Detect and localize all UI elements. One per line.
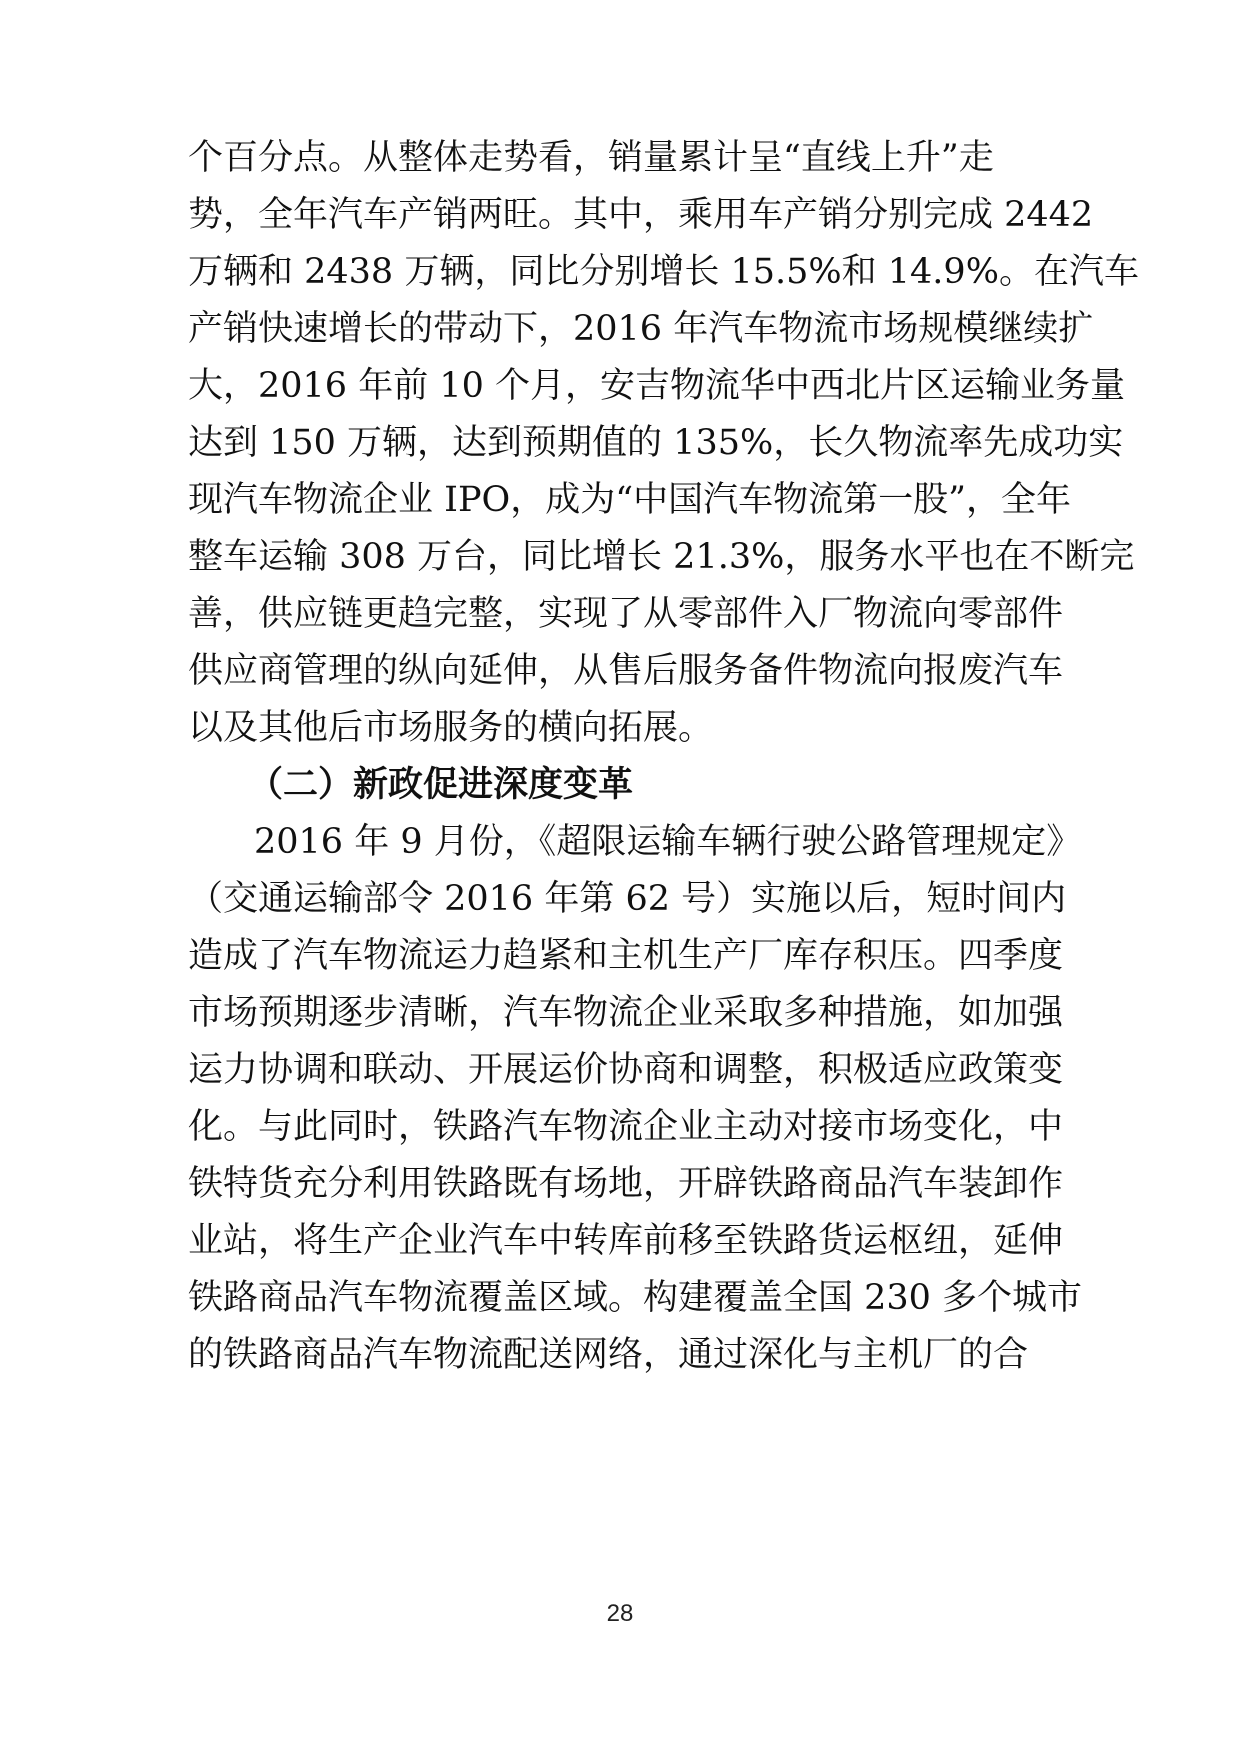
paragraph-1-line: 以及其他后市场服务的横向拓展。 (188, 708, 714, 748)
paragraph-2-line: 运力协调和联动、开展运价协商和调整，积极适应政策变 (188, 1050, 1064, 1090)
paragraph-1-line: 产销快速增长的带动下，2016 年汽车物流市场规模继续扩 (188, 309, 1094, 349)
paragraph-1-line: 达到 150 万辆，达到预期值的 135%，长久物流率先成功实 (188, 423, 1124, 463)
paragraph-2-line: 造成了汽车物流运力趋紧和主机生产厂库存积压。四季度 (188, 936, 1064, 976)
paragraph-1-line: 现汽车物流企业 IPO，成为“中国汽车物流第一股”，全年 (188, 480, 1071, 520)
paragraph-1-line: 势，全年汽车产销两旺。其中，乘用车产销分别完成 2442 (188, 195, 1094, 235)
paragraph-2-line: 业站，将生产企业汽车中转库前移至铁路货运枢纽，延伸 (188, 1221, 1064, 1261)
paragraph-1-line: 大，2016 年前 10 个月，安吉物流华中西北片区运输业务量 (188, 366, 1125, 406)
paragraph-1-line: 万辆和 2438 万辆，同比分别增长 15.5%和 14.9%。在汽车 (188, 252, 1139, 292)
paragraph-2-line: 铁特货充分利用铁路既有场地，开辟铁路商品汽车装卸作 (188, 1164, 1064, 1204)
section-heading: （二）新政促进深度变革 (248, 765, 634, 805)
paragraph-1-line: 善，供应链更趋完整，实现了从零部件入厂物流向零部件 (188, 594, 1064, 634)
paragraph-2-line: 2016 年 9 月份，《超限运输车辆行驶公路管理规定》 (254, 822, 1082, 862)
paragraph-2-line: 市场预期逐步清晰，汽车物流企业采取多种措施，如加强 (188, 993, 1064, 1033)
paragraph-1-line: 整车运输 308 万台，同比增长 21.3%，服务水平也在不断完 (188, 537, 1135, 577)
paragraph-2-line: 化。与此同时，铁路汽车物流企业主动对接市场变化，中 (188, 1107, 1064, 1147)
paragraph-2-line: （交通运输部令 2016 年第 62 号）实施以后，短时间内 (188, 879, 1067, 919)
paragraph-2-line: 铁路商品汽车物流覆盖区域。构建覆盖全国 230 多个城市 (188, 1278, 1083, 1318)
paragraph-1-line: 个百分点。从整体走势看，销量累计呈“直线上升”走 (188, 138, 994, 178)
paragraph-1-line: 供应商管理的纵向延伸，从售后服务备件物流向报废汽车 (188, 651, 1064, 691)
paragraph-2-line: 的铁路商品汽车物流配送网络，通过深化与主机厂的合 (188, 1335, 1029, 1375)
page-number: 28 (606, 1600, 634, 1627)
